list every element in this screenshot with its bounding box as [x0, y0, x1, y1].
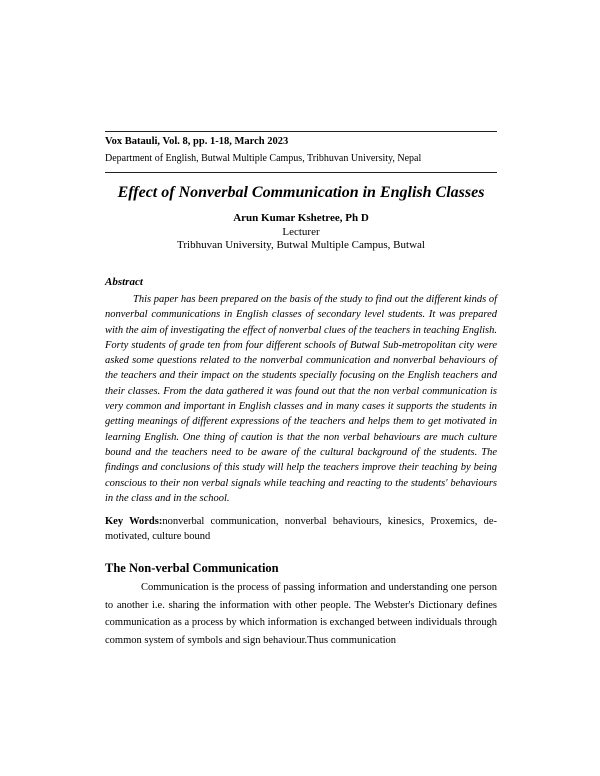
- author-affiliation: Tribhuvan University, Butwal Multiple Campus, Butwal: [177, 239, 425, 251]
- keywords-paragraph: [105, 514, 497, 544]
- journal-citation: Vox Batauli, Vol. 8, pp. 1-18, March 2023: [105, 136, 289, 147]
- department-affiliation: Department of English, Butwal Multiple Campus, Tribhuvan University, Nepal: [105, 153, 422, 164]
- author-position: Lecturer: [282, 225, 320, 238]
- section-text: Communication is the process of passing information and understanding one person to another i.e. sharing the information with other people. The Webster's Dictionary defines communication as a process by which information is exchanged between individuals through common system of symbols and sign behaviour.Thus communication: [105, 582, 497, 646]
- abstract-text: This paper has been prepared on the basis of the study to find out the different kinds of nonverbal communications in English classes of secondary level students. It was prepared with the aim of investigating the effect of nonverbal clues of the teachers in teaching English. Forty students of grade ten from four different schools of Butwal Sub-metropolitan city were asked some questions related to the nonverbal communication and nonverbal behaviours of the teachers and their impact on the students specially focusing on the English teachers and their classes. From the data gathered it was found out that the non verbal communication is very common and important in English classes and in many cases it supports the students in getting meanings of different expressions of the teachers and helps them to get motivated in learning English. One thing of caution is that the non verbal behaviours are much culture bound and the teachers need to be aware of the cultural background of the students. The findings and conclusions of this study will help the teachers improve their teaching by being conscious to their non verbal signals while teaching and reacting to the students' behaviours in the class and in the school.: [105, 294, 497, 504]
- section-heading: The Non-verbal Communication: [105, 561, 279, 575]
- top-rule: [105, 131, 497, 132]
- article-title: Effect of Nonverbal Communication in English Classes: [117, 184, 485, 201]
- keywords-label: Key Words:: [105, 516, 163, 527]
- header-rule: [105, 172, 497, 173]
- author-block: [105, 212, 497, 253]
- keywords-text: nonverbal communication, nonverbal behaviours, kinesics, Proxemics, de-motivated, culture bound: [105, 516, 497, 542]
- author-name: Arun Kumar Kshetree, Ph D: [233, 212, 369, 224]
- abstract-heading: Abstract: [105, 276, 143, 288]
